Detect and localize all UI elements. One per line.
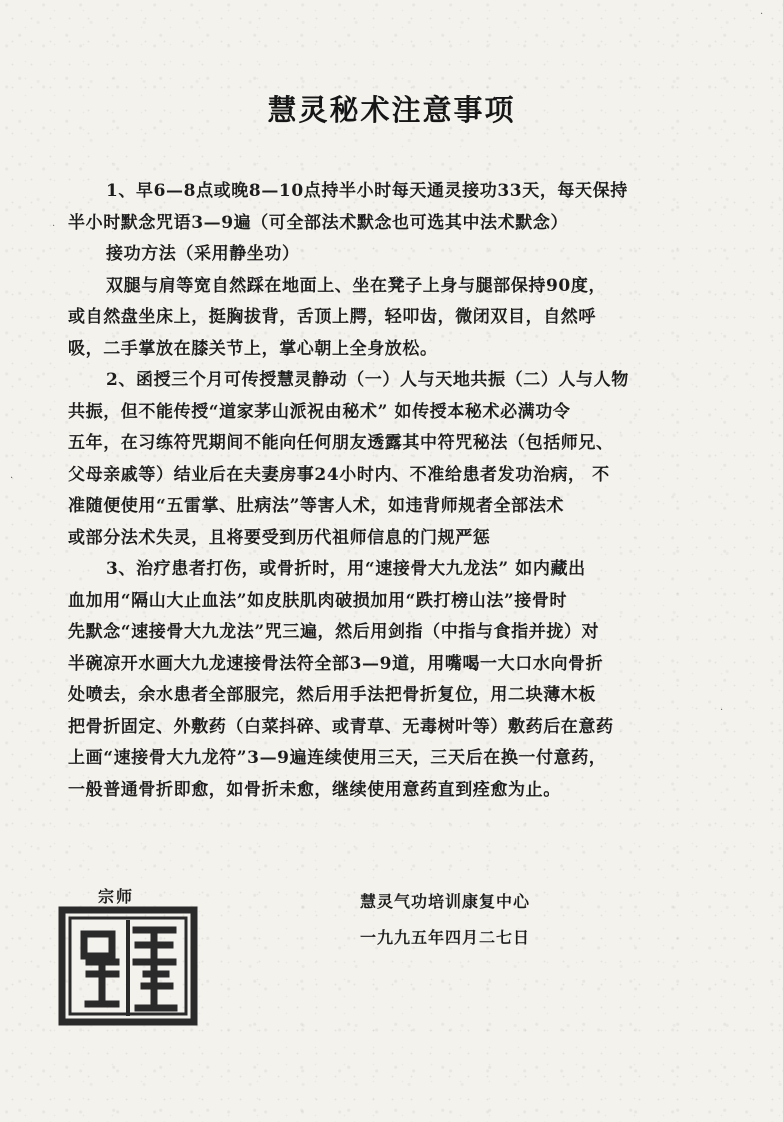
body-line: 准随便使用“五雷掌、肚病法”等害人术，如违背师规者全部法术 [68,496,564,516]
body-line: 3、治疗患者打伤，或骨折时，用“速接骨大九龙法” 如内藏出 [106,559,586,579]
issuer-name: 慧灵气功培训康复中心 [360,892,531,911]
seal-stamp [58,900,198,1028]
document-body [68,176,668,806]
body-line: 吸，二手掌放在膝关节上，掌心朝上全身放松。 [68,338,438,359]
body-line: 先默念“速接骨大九龙法”咒三遍，然后用剑指（中指与食指并拢）对 [68,622,600,642]
scan-dust-mark: · [720,705,724,716]
body-line: 上画“速接骨大九龙符”3—9遍连续使用三天，三天后在换一付意药， [68,748,607,768]
signature-block [360,884,620,956]
teacher-label: 宗师 [98,887,135,906]
body-line: 处喷去，余水患者全部服完，然后用手法把骨折复位，用二块薄木板 [68,685,596,705]
body-line: 一般普通骨折即愈，如骨折未愈，继续使用意药直到痊愈为止。 [68,779,561,800]
body-line: 或部分法术失灵，且将要受到历代祖师信息的门规严惩 [68,527,491,548]
body-line: 或自然盘坐床上，挺胸拔背，舌顶上腭，轻叩齿，微闭双目，自然呼 [68,307,596,327]
body-line: 五年，在习练符咒期间不能向任何朋友透露其中符咒秘法（包括师兄、 [68,433,614,453]
body-line: 半小时默念咒语3—9遍（可全部法术默念也可选其中法术默念） [68,212,569,233]
body-line: 父母亲戚等）结业后在夫妻房事24小时内、不准给患者发功治病， 不 [68,464,610,485]
body-line: 1、早6—8点或晚8—10点持半小时每天通灵接功33天，每天保持 [106,181,628,201]
body-line: 血加用“隔山大止血法”如皮肤肌肉破损加用“跌打榜山法”接骨时 [68,590,568,611]
body-line: 半碗凉开水画大九龙速接骨法符全部3—9道，用嘴喝一大口水向骨折 [68,653,604,674]
document-title: 慧灵秘术注意事项 [267,93,516,127]
body-line: 共振，但不能传授“道家茅山派祝由秘术” 如传授本秘术必满功令 [68,401,571,422]
body-line: 双腿与肩等宽自然踩在地面上、坐在凳子上身与腿部保持90度， [106,275,607,296]
scan-dust-mark: · [52,221,56,232]
document-date: 一九九五年四月二七日 [360,928,531,947]
scan-dust-mark: · [10,473,14,484]
scan-dust-mark: · [760,9,764,20]
body-line: 2、函授三个月可传授慧灵静动（一）人与天地共振（二）人与人物 [106,370,629,390]
body-line: 把骨折固定、外敷药（白菜抖碎、或青草、无毒树叶等）敷药后在意药 [68,716,614,737]
body-line: 接功方法（采用静坐功） [106,244,300,264]
